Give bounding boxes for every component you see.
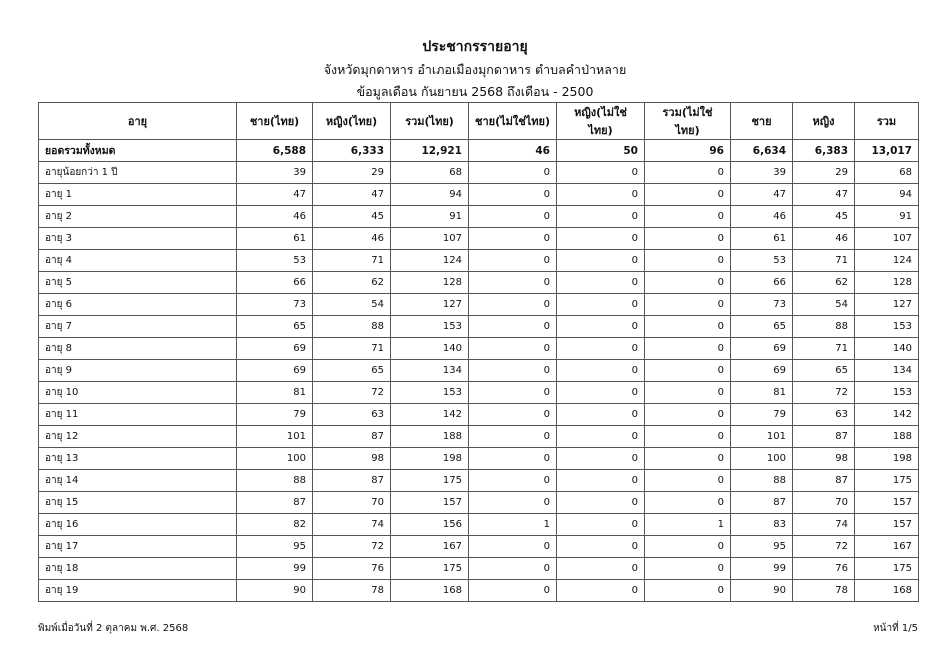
header-female-thai: หญิง(ไทย)	[313, 103, 391, 140]
table-cell: 0	[469, 580, 557, 602]
table-cell: 88	[731, 470, 793, 492]
age-label-cell: อายุน้อยกว่า 1 ปี	[39, 162, 237, 184]
table-cell: 6,383	[793, 140, 855, 162]
table-cell: 98	[313, 448, 391, 470]
table-cell: 81	[237, 382, 313, 404]
table-cell: 0	[557, 426, 645, 448]
age-label-cell: อายุ 3	[39, 228, 237, 250]
table-cell: 0	[469, 206, 557, 228]
table-cell: 94	[855, 184, 919, 206]
table-cell: 175	[855, 558, 919, 580]
table-cell: 61	[731, 228, 793, 250]
table-cell: 0	[645, 492, 731, 514]
table-cell: 12,921	[391, 140, 469, 162]
table-cell: 134	[855, 360, 919, 382]
age-label-cell: อายุ 7	[39, 316, 237, 338]
header-male: ชาย	[731, 103, 793, 140]
table-cell: 0	[557, 514, 645, 536]
table-cell: 0	[645, 184, 731, 206]
table-cell: 0	[557, 316, 645, 338]
table-cell: 6,588	[237, 140, 313, 162]
table-cell: 65	[237, 316, 313, 338]
table-cell: 140	[855, 338, 919, 360]
table-cell: 88	[237, 470, 313, 492]
table-row	[39, 184, 919, 206]
age-label-cell: อายุ 17	[39, 536, 237, 558]
table-cell: 100	[731, 448, 793, 470]
table-cell: 46	[469, 140, 557, 162]
table-cell: 0	[469, 338, 557, 360]
table-cell: 46	[793, 228, 855, 250]
table-cell: 91	[391, 206, 469, 228]
table-cell: 0	[469, 272, 557, 294]
table-cell: 87	[313, 426, 391, 448]
table-cell: 6,333	[313, 140, 391, 162]
table-row	[39, 448, 919, 470]
table-cell: 73	[237, 294, 313, 316]
table-cell: 0	[645, 162, 731, 184]
table-cell: 65	[731, 316, 793, 338]
age-label-cell: อายุ 10	[39, 382, 237, 404]
table-cell: 0	[469, 426, 557, 448]
table-cell: 0	[645, 272, 731, 294]
table-cell: 90	[237, 580, 313, 602]
age-label-cell: อายุ 8	[39, 338, 237, 360]
table-cell: 63	[793, 404, 855, 426]
table-row	[39, 404, 919, 426]
report-period: ข้อมูลเดือน กันยายน 2568 ถึงเดือน - 2500	[356, 84, 594, 99]
table-cell: 0	[469, 470, 557, 492]
table-cell: 74	[313, 514, 391, 536]
header-total-nonthai: รวม(ไม่ใช่ไทย)	[645, 103, 731, 140]
report-title: ประชากรรายอายุ	[422, 39, 528, 55]
table-row	[39, 470, 919, 492]
table-cell: 0	[557, 404, 645, 426]
table-cell: 65	[313, 360, 391, 382]
table-cell: 198	[391, 448, 469, 470]
table-cell: 39	[237, 162, 313, 184]
table-cell: 69	[731, 338, 793, 360]
age-label-cell: อายุ 16	[39, 514, 237, 536]
table-cell: 0	[557, 558, 645, 580]
table-cell: 0	[645, 470, 731, 492]
table-cell: 68	[855, 162, 919, 184]
table-row	[39, 206, 919, 228]
table-cell: 72	[313, 382, 391, 404]
table-cell: 168	[855, 580, 919, 602]
table-cell: 0	[645, 360, 731, 382]
table-cell: 95	[731, 536, 793, 558]
table-cell: 29	[793, 162, 855, 184]
table-row	[39, 162, 919, 184]
table-cell: 127	[855, 294, 919, 316]
table-cell: 0	[557, 448, 645, 470]
table-cell: 70	[313, 492, 391, 514]
table-cell: 0	[469, 404, 557, 426]
table-cell: 0	[645, 294, 731, 316]
table-cell: 47	[793, 184, 855, 206]
table-cell: 0	[469, 162, 557, 184]
table-cell: 69	[731, 360, 793, 382]
table-cell: 66	[731, 272, 793, 294]
table-row	[39, 536, 919, 558]
table-cell: 153	[391, 382, 469, 404]
table-cell: 72	[793, 382, 855, 404]
table-cell: 66	[237, 272, 313, 294]
table-cell: 0	[645, 426, 731, 448]
table-cell: 124	[391, 250, 469, 272]
table-cell: 188	[855, 426, 919, 448]
table-cell: 96	[645, 140, 731, 162]
header-total-thai: รวม(ไทย)	[391, 103, 469, 140]
table-cell: 100	[237, 448, 313, 470]
table-cell: 71	[313, 338, 391, 360]
table-row	[39, 426, 919, 448]
table-cell: 46	[237, 206, 313, 228]
table-cell: 65	[793, 360, 855, 382]
header-age: อายุ	[39, 103, 237, 140]
table-cell: 0	[469, 360, 557, 382]
table-cell: 69	[237, 360, 313, 382]
age-label-cell: อายุ 18	[39, 558, 237, 580]
table-row	[39, 338, 919, 360]
table-cell: 157	[391, 492, 469, 514]
table-row	[39, 250, 919, 272]
table-cell: 39	[731, 162, 793, 184]
table-cell: 157	[855, 492, 919, 514]
table-cell: 107	[391, 228, 469, 250]
table-cell: 71	[793, 250, 855, 272]
table-cell: 188	[391, 426, 469, 448]
age-label-cell: อายุ 6	[39, 294, 237, 316]
table-row	[39, 228, 919, 250]
table-cell: 53	[731, 250, 793, 272]
table-row	[39, 382, 919, 404]
table-cell: 0	[557, 382, 645, 404]
table-cell: 0	[469, 184, 557, 206]
table-cell: 175	[855, 470, 919, 492]
table-cell: 91	[855, 206, 919, 228]
grand-total-row	[39, 140, 919, 162]
table-cell: 45	[313, 206, 391, 228]
table-cell: 87	[237, 492, 313, 514]
table-cell: 83	[731, 514, 793, 536]
table-cell: 175	[391, 558, 469, 580]
table-cell: 74	[793, 514, 855, 536]
table-cell: 88	[313, 316, 391, 338]
table-cell: 62	[313, 272, 391, 294]
table-cell: 101	[731, 426, 793, 448]
table-cell: 0	[469, 536, 557, 558]
table-cell: 0	[469, 558, 557, 580]
header-male-nonthai: ชาย(ไม่ใช่ไทย)	[469, 103, 557, 140]
table-cell: 47	[313, 184, 391, 206]
table-cell: 198	[855, 448, 919, 470]
table-cell: 127	[391, 294, 469, 316]
table-cell: 0	[645, 448, 731, 470]
table-cell: 87	[731, 492, 793, 514]
table-cell: 0	[645, 338, 731, 360]
print-date: พิมพ์เมื่อวันที่ 2 ตุลาคม พ.ศ. 2568	[38, 623, 189, 634]
table-cell: 87	[313, 470, 391, 492]
table-cell: 107	[855, 228, 919, 250]
table-cell: 128	[391, 272, 469, 294]
table-cell: 63	[313, 404, 391, 426]
table-cell: 153	[391, 316, 469, 338]
table-row	[39, 558, 919, 580]
table-cell: 90	[731, 580, 793, 602]
table-cell: 175	[391, 470, 469, 492]
age-label-cell: อายุ 12	[39, 426, 237, 448]
table-cell: 142	[391, 404, 469, 426]
age-label-cell: อายุ 4	[39, 250, 237, 272]
header-male-thai: ชาย(ไทย)	[237, 103, 313, 140]
table-cell: 167	[855, 536, 919, 558]
table-cell: 68	[391, 162, 469, 184]
table-cell: 88	[793, 316, 855, 338]
table-cell: 46	[731, 206, 793, 228]
table-cell: 0	[469, 228, 557, 250]
table-row	[39, 492, 919, 514]
table-cell: 0	[557, 184, 645, 206]
table-cell: 0	[645, 206, 731, 228]
table-header-row	[39, 103, 919, 140]
table-cell: 71	[313, 250, 391, 272]
table-cell: 124	[855, 250, 919, 272]
table-cell: 29	[313, 162, 391, 184]
table-cell: 62	[793, 272, 855, 294]
table-cell: 87	[793, 426, 855, 448]
table-cell: 78	[313, 580, 391, 602]
table-cell: 0	[557, 272, 645, 294]
age-label-cell: อายุ 11	[39, 404, 237, 426]
table-cell: 98	[793, 448, 855, 470]
table-row	[39, 316, 919, 338]
table-cell: 0	[645, 316, 731, 338]
table-cell: 71	[793, 338, 855, 360]
table-cell: 0	[469, 382, 557, 404]
table-cell: 76	[313, 558, 391, 580]
table-cell: 0	[645, 580, 731, 602]
table-cell: 0	[557, 536, 645, 558]
table-cell: 0	[645, 558, 731, 580]
table-cell: 0	[645, 404, 731, 426]
table-cell: 167	[391, 536, 469, 558]
age-label-cell: อายุ 9	[39, 360, 237, 382]
table-row	[39, 272, 919, 294]
table-row	[39, 580, 919, 602]
population-table	[38, 102, 919, 602]
table-cell: 156	[391, 514, 469, 536]
table-cell: 13,017	[855, 140, 919, 162]
table-cell: 61	[237, 228, 313, 250]
table-cell: 142	[855, 404, 919, 426]
table-cell: 72	[793, 536, 855, 558]
table-cell: 76	[793, 558, 855, 580]
table-cell: 128	[855, 272, 919, 294]
table-cell: 81	[731, 382, 793, 404]
table-cell: 0	[557, 338, 645, 360]
header-female: หญิง	[793, 103, 855, 140]
table-cell: 168	[391, 580, 469, 602]
table-cell: 0	[469, 492, 557, 514]
table-cell: 0	[469, 316, 557, 338]
table-cell: 0	[557, 206, 645, 228]
table-cell: 0	[469, 294, 557, 316]
table-cell: ยอดรวมทั้งหมด	[39, 140, 237, 162]
table-cell: 99	[731, 558, 793, 580]
table-cell: 0	[557, 492, 645, 514]
age-label-cell: อายุ 14	[39, 470, 237, 492]
table-row	[39, 360, 919, 382]
table-cell: 47	[237, 184, 313, 206]
table-cell: 1	[645, 514, 731, 536]
table-cell: 73	[731, 294, 793, 316]
table-cell: 0	[645, 228, 731, 250]
table-cell: 157	[855, 514, 919, 536]
table-cell: 87	[793, 470, 855, 492]
table-cell: 101	[237, 426, 313, 448]
table-cell: 0	[557, 228, 645, 250]
table-row	[39, 294, 919, 316]
table-cell: 1	[469, 514, 557, 536]
table-cell: 6,634	[731, 140, 793, 162]
table-cell: 134	[391, 360, 469, 382]
table-cell: 72	[313, 536, 391, 558]
table-cell: 46	[313, 228, 391, 250]
table-cell: 0	[557, 580, 645, 602]
table-cell: 0	[469, 250, 557, 272]
table-cell: 70	[793, 492, 855, 514]
table-cell: 153	[855, 382, 919, 404]
table-cell: 0	[645, 250, 731, 272]
table-row	[39, 514, 919, 536]
table-cell: 153	[855, 316, 919, 338]
table-cell: 140	[391, 338, 469, 360]
table-cell: 0	[557, 470, 645, 492]
table-cell: 0	[557, 360, 645, 382]
table-cell: 53	[237, 250, 313, 272]
table-cell: 54	[793, 294, 855, 316]
table-cell: 47	[731, 184, 793, 206]
table-cell: 99	[237, 558, 313, 580]
table-cell: 94	[391, 184, 469, 206]
table-cell: 0	[557, 162, 645, 184]
table-cell: 0	[557, 294, 645, 316]
table-cell: 0	[469, 448, 557, 470]
age-label-cell: อายุ 13	[39, 448, 237, 470]
age-label-cell: อายุ 2	[39, 206, 237, 228]
header-female-nonthai: หญิง(ไม่ใช่ไทย)	[557, 103, 645, 140]
table-cell: 50	[557, 140, 645, 162]
table-cell: 79	[237, 404, 313, 426]
table-cell: 82	[237, 514, 313, 536]
table-cell: 0	[557, 250, 645, 272]
table-cell: 0	[645, 382, 731, 404]
table-cell: 69	[237, 338, 313, 360]
page-number: หน้าที่ 1/5	[873, 623, 918, 634]
table-cell: 45	[793, 206, 855, 228]
age-label-cell: อายุ 19	[39, 580, 237, 602]
age-label-cell: อายุ 5	[39, 272, 237, 294]
table-cell: 54	[313, 294, 391, 316]
table-cell: 0	[645, 536, 731, 558]
age-label-cell: อายุ 1	[39, 184, 237, 206]
header-total: รวม	[855, 103, 919, 140]
table-cell: 95	[237, 536, 313, 558]
report-subtitle: จังหวัดมุกดาหาร อำเภอเมืองมุกดาหาร ตำบลคำป่าหลาย	[323, 62, 627, 77]
age-label-cell: อายุ 15	[39, 492, 237, 514]
table-cell: 78	[793, 580, 855, 602]
table-cell: 79	[731, 404, 793, 426]
